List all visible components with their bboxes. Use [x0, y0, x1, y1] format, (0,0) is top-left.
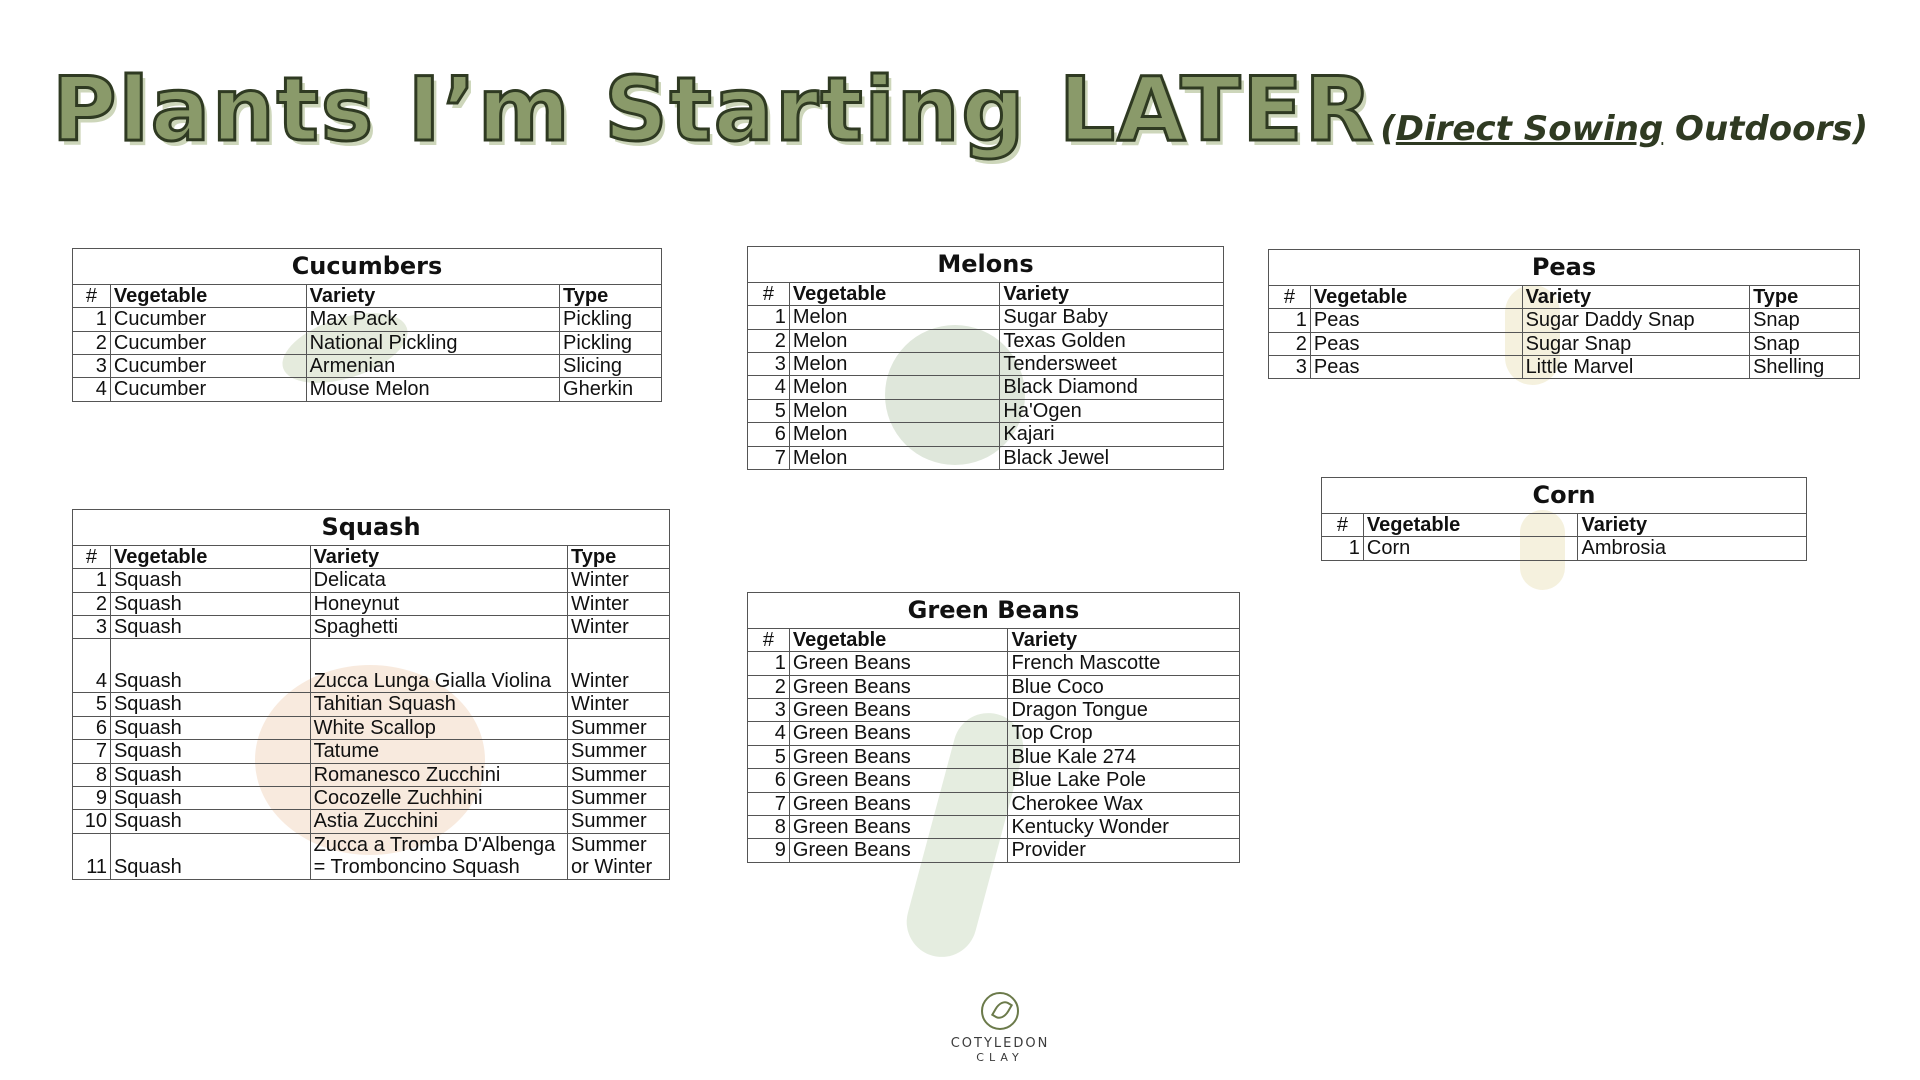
corn-title: Corn — [1322, 478, 1807, 514]
table-row — [73, 833, 670, 879]
table-cell: 11 — [73, 833, 111, 879]
table-cell: Squash — [110, 833, 310, 879]
table-cell: 7 — [73, 740, 111, 763]
table-cell: Squash — [110, 810, 310, 833]
melons-rows — [748, 306, 1224, 470]
column-header: Type — [560, 284, 662, 307]
table-cell: Squash — [110, 616, 310, 639]
table-row — [748, 675, 1240, 698]
table-row — [73, 740, 670, 763]
table-row — [748, 792, 1240, 815]
table-cell: 9 — [73, 787, 111, 810]
table-row — [748, 769, 1240, 792]
table-cell: Corn — [1363, 537, 1578, 560]
squash-title: Squash — [73, 510, 670, 546]
column-header: # — [1269, 285, 1311, 308]
table-cell: 4 — [73, 378, 111, 401]
leaf-icon — [981, 992, 1019, 1030]
table-cell: 6 — [748, 423, 790, 446]
table-row — [73, 308, 662, 331]
table-row — [748, 399, 1224, 422]
table-cell: Squash — [110, 639, 310, 693]
table-cell: Peas — [1310, 332, 1522, 355]
table-cell: Winter — [568, 693, 670, 716]
table-cell: Winter — [568, 569, 670, 592]
table-cell: Kentucky Wonder — [1008, 816, 1240, 839]
table-cell: Squash — [110, 693, 310, 716]
table-row — [748, 376, 1224, 399]
table-cell: Tahitian Squash — [310, 693, 567, 716]
table-cell: 3 — [1269, 356, 1311, 379]
table-row — [1269, 356, 1860, 379]
table-cell: 1 — [748, 306, 790, 329]
table-cell: Melon — [789, 399, 1000, 422]
table-cell: 4 — [73, 639, 111, 693]
table-row — [748, 652, 1240, 675]
table-row — [73, 763, 670, 786]
table-row — [748, 839, 1240, 862]
table-cell: Green Beans — [789, 652, 1008, 675]
green-beans-table — [747, 592, 1240, 863]
table-cell: Spaghetti — [310, 616, 567, 639]
table-cell: Melon — [789, 353, 1000, 376]
table-cell: 6 — [748, 769, 790, 792]
cucumbers-table — [72, 248, 662, 402]
table-cell: Kajari — [1000, 423, 1224, 446]
table-cell: Blue Coco — [1008, 675, 1240, 698]
column-header: Variety — [306, 284, 559, 307]
table-row — [1269, 309, 1860, 332]
melons-table — [747, 246, 1224, 470]
table-cell: Delicata — [310, 569, 567, 592]
table-cell: Squash — [110, 569, 310, 592]
cucumbers-rows — [73, 308, 662, 402]
table-cell: 5 — [748, 745, 790, 768]
table-row — [748, 745, 1240, 768]
table-cell: Summer or Winter — [568, 833, 670, 879]
table-cell: Green Beans — [789, 722, 1008, 745]
table-cell: 5 — [73, 693, 111, 716]
corn-table — [1321, 477, 1807, 561]
table-row — [1269, 332, 1860, 355]
table-row — [73, 693, 670, 716]
table-cell: Romanesco Zucchini — [310, 763, 567, 786]
table-cell: Texas Golden — [1000, 329, 1224, 352]
table-cell: Shelling — [1750, 356, 1860, 379]
table-cell: 7 — [748, 792, 790, 815]
table-cell: 2 — [748, 675, 790, 698]
table-cell: Winter — [568, 592, 670, 615]
table-cell: 3 — [73, 616, 111, 639]
table-cell: 1 — [1269, 309, 1311, 332]
table-cell: Sugar Snap — [1522, 332, 1750, 355]
table-cell: Melon — [789, 329, 1000, 352]
table-row — [748, 446, 1224, 469]
table-cell: French Mascotte — [1008, 652, 1240, 675]
table-cell: Blue Lake Pole — [1008, 769, 1240, 792]
cotyledon-clay-logo: COTYLEDON CLAY — [940, 992, 1060, 1064]
table-cell: Slicing — [560, 355, 662, 378]
table-cell: 1 — [1322, 537, 1364, 560]
peas-rows — [1269, 309, 1860, 379]
table-cell: Pickling — [560, 331, 662, 354]
table-cell: Green Beans — [789, 675, 1008, 698]
table-header-row — [73, 545, 670, 568]
table-cell: Top Crop — [1008, 722, 1240, 745]
table-cell: 6 — [73, 716, 111, 739]
table-header-row — [748, 628, 1240, 651]
column-header: # — [1322, 513, 1364, 536]
table-cell: 8 — [73, 763, 111, 786]
column-header: Vegetable — [789, 282, 1000, 305]
table-cell: Tendersweet — [1000, 353, 1224, 376]
table-cell: Gherkin — [560, 378, 662, 401]
table-cell: Green Beans — [789, 699, 1008, 722]
table-cell: Dragon Tongue — [1008, 699, 1240, 722]
table-row — [73, 639, 670, 693]
table-cell: Summer — [568, 716, 670, 739]
table-row — [73, 331, 662, 354]
table-cell: Summer — [568, 810, 670, 833]
table-row — [748, 423, 1224, 446]
title-main: Plants I’m Starting LATER — [51, 58, 1375, 161]
table-cell: Summer — [568, 740, 670, 763]
table-cell: Tatume — [310, 740, 567, 763]
table-cell: Green Beans — [789, 769, 1008, 792]
table-cell: 5 — [748, 399, 790, 422]
table-cell: Black Diamond — [1000, 376, 1224, 399]
squash-rows — [73, 569, 670, 879]
table-header-row — [748, 282, 1224, 305]
table-cell: Max Pack — [306, 308, 559, 331]
table-cell: Little Marvel — [1522, 356, 1750, 379]
table-cell: 1 — [73, 569, 111, 592]
table-cell: 3 — [748, 353, 790, 376]
table-row — [748, 353, 1224, 376]
squash-table — [72, 509, 670, 880]
table-cell: Armenian — [306, 355, 559, 378]
table-row — [748, 306, 1224, 329]
table-cell: Squash — [110, 740, 310, 763]
table-cell: Summer — [568, 787, 670, 810]
table-cell: 2 — [1269, 332, 1311, 355]
column-header: Vegetable — [110, 545, 310, 568]
table-cell: Melon — [789, 446, 1000, 469]
table-row — [748, 699, 1240, 722]
table-cell: Snap — [1750, 332, 1860, 355]
table-cell: Ha'Ogen — [1000, 399, 1224, 422]
column-header: # — [73, 284, 111, 307]
table-cell: Green Beans — [789, 792, 1008, 815]
table-cell: Cucumber — [110, 355, 306, 378]
table-cell: Ambrosia — [1578, 537, 1807, 560]
table-cell: Green Beans — [789, 745, 1008, 768]
table-cell: Honeynut — [310, 592, 567, 615]
table-row — [73, 787, 670, 810]
table-cell: Astia Zucchini — [310, 810, 567, 833]
table-cell: 9 — [748, 839, 790, 862]
table-row — [73, 716, 670, 739]
peas-table — [1268, 249, 1860, 379]
table-cell: Provider — [1008, 839, 1240, 862]
table-cell: 1 — [748, 652, 790, 675]
table-row — [748, 329, 1224, 352]
table-cell: Green Beans — [789, 816, 1008, 839]
table-cell: Peas — [1310, 356, 1522, 379]
table-row — [73, 616, 670, 639]
table-cell: 1 — [73, 308, 111, 331]
table-cell: Squash — [110, 763, 310, 786]
table-cell: 4 — [748, 722, 790, 745]
table-cell: Melon — [789, 423, 1000, 446]
column-header: Vegetable — [110, 284, 306, 307]
table-cell: Blue Kale 274 — [1008, 745, 1240, 768]
table-cell: National Pickling — [306, 331, 559, 354]
column-header: Type — [1750, 285, 1860, 308]
table-cell: Zucca Lunga Gialla Violina — [310, 639, 567, 693]
table-row — [73, 355, 662, 378]
table-cell: Pickling — [560, 308, 662, 331]
table-header-row — [1269, 285, 1860, 308]
table-cell: Squash — [110, 787, 310, 810]
table-row — [1322, 537, 1807, 560]
column-header: Type — [568, 545, 670, 568]
table-cell: Zucca a Tromba D'Albenga = Tromboncino Squash — [310, 833, 567, 879]
table-cell: 2 — [73, 331, 111, 354]
table-cell: 7 — [748, 446, 790, 469]
table-cell: Black Jewel — [1000, 446, 1224, 469]
column-header: Vegetable — [789, 628, 1008, 651]
table-cell: Sugar Baby — [1000, 306, 1224, 329]
title-subtitle: (Direct Sowing Outdoors) — [1380, 109, 1868, 149]
table-row — [748, 722, 1240, 745]
table-cell: Summer — [568, 763, 670, 786]
green-beans-rows — [748, 652, 1240, 863]
table-row — [73, 810, 670, 833]
green-beans-title: Green Beans — [748, 593, 1240, 629]
table-cell: 4 — [748, 376, 790, 399]
column-header: Vegetable — [1363, 513, 1578, 536]
melons-title: Melons — [748, 247, 1224, 283]
table-header-row — [1322, 513, 1807, 536]
table-cell: 2 — [748, 329, 790, 352]
table-cell: 3 — [73, 355, 111, 378]
table-header-row — [73, 284, 662, 307]
table-cell: Melon — [789, 376, 1000, 399]
table-cell: Cocozelle Zuchhini — [310, 787, 567, 810]
column-header: Variety — [310, 545, 567, 568]
table-cell: Peas — [1310, 309, 1522, 332]
table-cell: 3 — [748, 699, 790, 722]
table-cell: 2 — [73, 592, 111, 615]
table-cell: Squash — [110, 716, 310, 739]
table-cell: Cucumber — [110, 308, 306, 331]
table-row — [73, 592, 670, 615]
table-cell: Cucumber — [110, 331, 306, 354]
column-header: Variety — [1008, 628, 1240, 651]
column-header: # — [73, 545, 111, 568]
column-header: Variety — [1000, 282, 1224, 305]
table-cell: White Scallop — [310, 716, 567, 739]
table-cell: Green Beans — [789, 839, 1008, 862]
table-row — [748, 816, 1240, 839]
table-cell: Mouse Melon — [306, 378, 559, 401]
table-cell: Cucumber — [110, 378, 306, 401]
corn-rows — [1322, 537, 1807, 560]
table-cell: 10 — [73, 810, 111, 833]
table-cell: Squash — [110, 592, 310, 615]
table-cell: 8 — [748, 816, 790, 839]
page-title — [0, 58, 1920, 161]
table-cell: Sugar Daddy Snap — [1522, 309, 1750, 332]
table-row — [73, 569, 670, 592]
table-cell: Cherokee Wax — [1008, 792, 1240, 815]
table-cell: Winter — [568, 616, 670, 639]
column-header: Variety — [1522, 285, 1750, 308]
peas-title: Peas — [1269, 250, 1860, 286]
table-row — [73, 378, 662, 401]
table-cell: Winter — [568, 639, 670, 693]
cucumbers-title: Cucumbers — [73, 249, 662, 285]
column-header: Variety — [1578, 513, 1807, 536]
column-header: Vegetable — [1310, 285, 1522, 308]
table-cell: Snap — [1750, 309, 1860, 332]
column-header: # — [748, 282, 790, 305]
table-cell: Melon — [789, 306, 1000, 329]
column-header: # — [748, 628, 790, 651]
